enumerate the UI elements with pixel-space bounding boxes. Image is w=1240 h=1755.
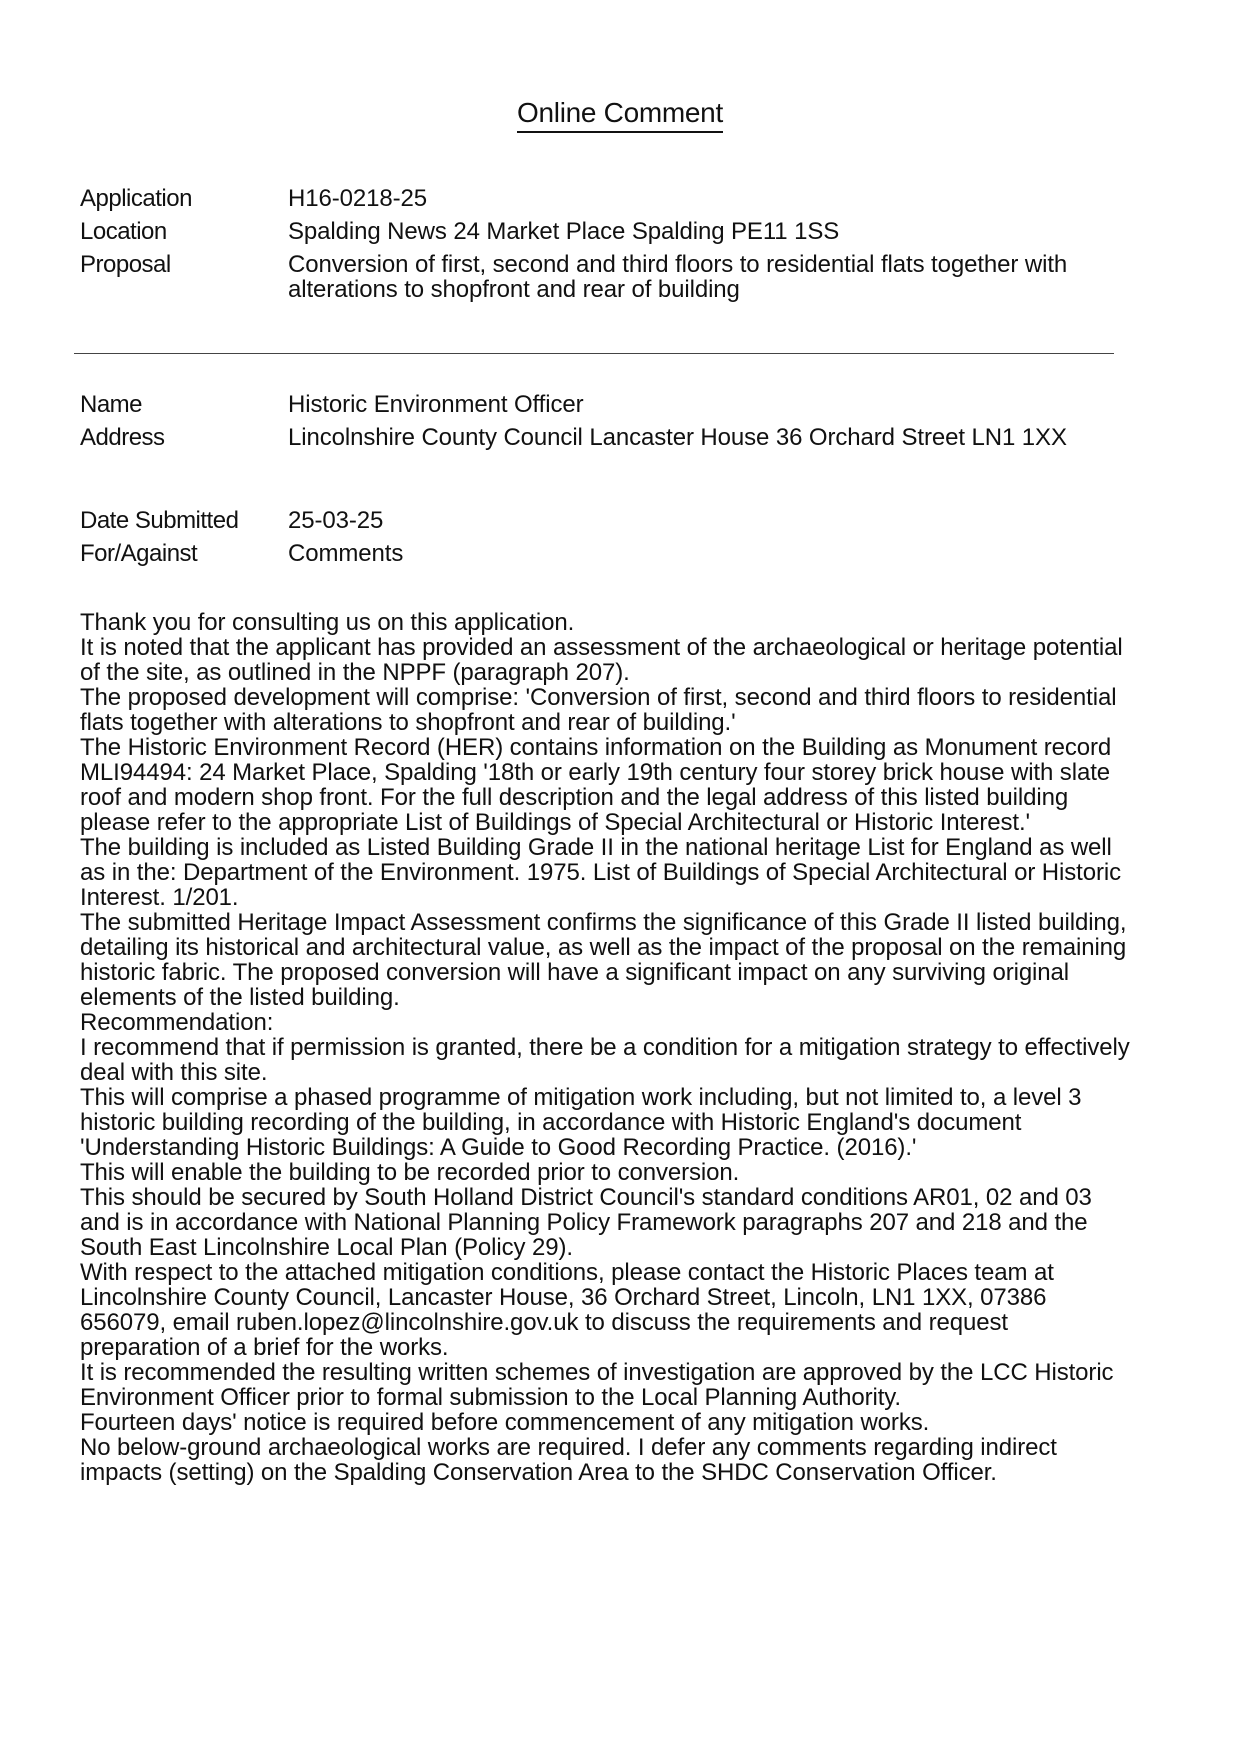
comment-paragraph: It is recommended the resulting written schemes of investigation are approved by the LCC Historic Environment Officer prior to formal submission to the Local Planning Authority. bbox=[80, 1359, 1114, 1411]
comment-paragraph: With respect to the attached mitigation conditions, please contact the Historic Places team at Lincolnshire County Council, Lancaster House, 36 Orchard Street, Lincoln, LN1 1XX, 07386 656079, email ruben.lopez@lincolnshire.gov.uk to discuss the requirements and request preparation of a brief for the works. bbox=[80, 1259, 1054, 1361]
address-value: Lincolnshire County Council Lancaster House 36 Orchard Street LN1 1XX bbox=[288, 424, 1067, 451]
section-divider bbox=[74, 353, 1114, 354]
for-against-value: Comments bbox=[288, 540, 404, 567]
application-label: Application bbox=[80, 185, 192, 212]
comment-paragraph: This will enable the building to be recorded prior to conversion. bbox=[80, 1159, 740, 1186]
comment-paragraph: This will comprise a phased programme of mitigation work including, but not limited to, a level 3 historic building recording of the building, in accordance with Historic England's document 'Understanding Historic Buildings: A Guide to Good Recording Practice. (2016).' bbox=[80, 1084, 1082, 1161]
location-row bbox=[80, 219, 1120, 244]
comment-paragraph: No below-ground archaeological works are required. I defer any comments regarding indirect impacts (setting) on the Spalding Conservation Area to the SHDC Conservation Officer. bbox=[80, 1434, 1057, 1486]
for-against-row bbox=[80, 541, 1120, 566]
comment-paragraph: I recommend that if permission is granted, there be a condition for a mitigation strategy to effectively deal with this site. bbox=[80, 1034, 1130, 1086]
submission-details bbox=[80, 508, 1120, 574]
location-value: Spalding News 24 Market Place Spalding PE11 1SS bbox=[288, 218, 840, 245]
date-submitted-row bbox=[80, 508, 1120, 533]
date-submitted-label: Date Submitted bbox=[80, 507, 239, 534]
comment-paragraph: Recommendation: bbox=[80, 1009, 274, 1036]
proposal-row bbox=[80, 252, 1120, 302]
page-title-text: Online Comment bbox=[517, 96, 723, 133]
application-row bbox=[80, 186, 1120, 211]
address-row bbox=[80, 425, 1120, 450]
comment-paragraph: This should be secured by South Holland District Council's standard conditions AR01, 02 and 03 and is in accordance with National Planning Policy Framework paragraphs 207 and 218 and the South East Lincolnshire Local Plan (Policy 29). bbox=[80, 1184, 1092, 1261]
for-against-label: For/Against bbox=[80, 540, 198, 567]
proposal-label: Proposal bbox=[80, 251, 171, 278]
contact-details bbox=[80, 392, 1120, 458]
comment-paragraph: Fourteen days' notice is required before commencement of any mitigation works. bbox=[80, 1409, 930, 1436]
location-label: Location bbox=[80, 218, 167, 245]
page-title bbox=[0, 96, 1240, 133]
comment-paragraph: Thank you for consulting us on this application. bbox=[80, 609, 575, 636]
address-label: Address bbox=[80, 424, 165, 451]
comment-paragraph: The proposed development will comprise: 'Conversion of first, second and third floors to residential flats together with alterations to shopfront and rear of building.' bbox=[80, 684, 1117, 736]
application-details bbox=[80, 186, 1120, 310]
application-value: H16-0218-25 bbox=[288, 185, 427, 212]
comment-paragraph: The building is included as Listed Building Grade II in the national heritage List for England as well as in the: Department of the Environment. 1975. List of Buildings of Special Architectural or Historic Interest. 1/201. bbox=[80, 834, 1121, 911]
comment-paragraph: The submitted Heritage Impact Assessment confirms the significance of this Grade II listed building, detailing its historical and architectural value, as well as the impact of the proposal on the remaining historic fabric. The proposed conversion will have a significant impact on any surviving original elements of the listed building. bbox=[80, 909, 1127, 1011]
date-submitted-value: 25-03-25 bbox=[288, 507, 384, 534]
name-row bbox=[80, 392, 1120, 417]
comment-paragraph: The Historic Environment Record (HER) contains information on the Building as Monument record MLI94494: 24 Market Place, Spalding '18th or early 19th century four storey brick house with slate roof and modern shop front. For the full description and the legal address of this listed building please refer to the appropriate List of Buildings of Special Architectural or Historic Interest.' bbox=[80, 734, 1112, 836]
comment-paragraph: It is noted that the applicant has provided an assessment of the archaeological or heritage potential of the site, as outlined in the NPPF (paragraph 207). bbox=[80, 634, 1123, 686]
name-label: Name bbox=[80, 391, 143, 418]
comment-body bbox=[80, 610, 1130, 1485]
proposal-value: Conversion of first, second and third floors to residential flats together with alterations to shopfront and rear of building bbox=[288, 251, 1068, 303]
name-value: Historic Environment Officer bbox=[288, 391, 584, 418]
